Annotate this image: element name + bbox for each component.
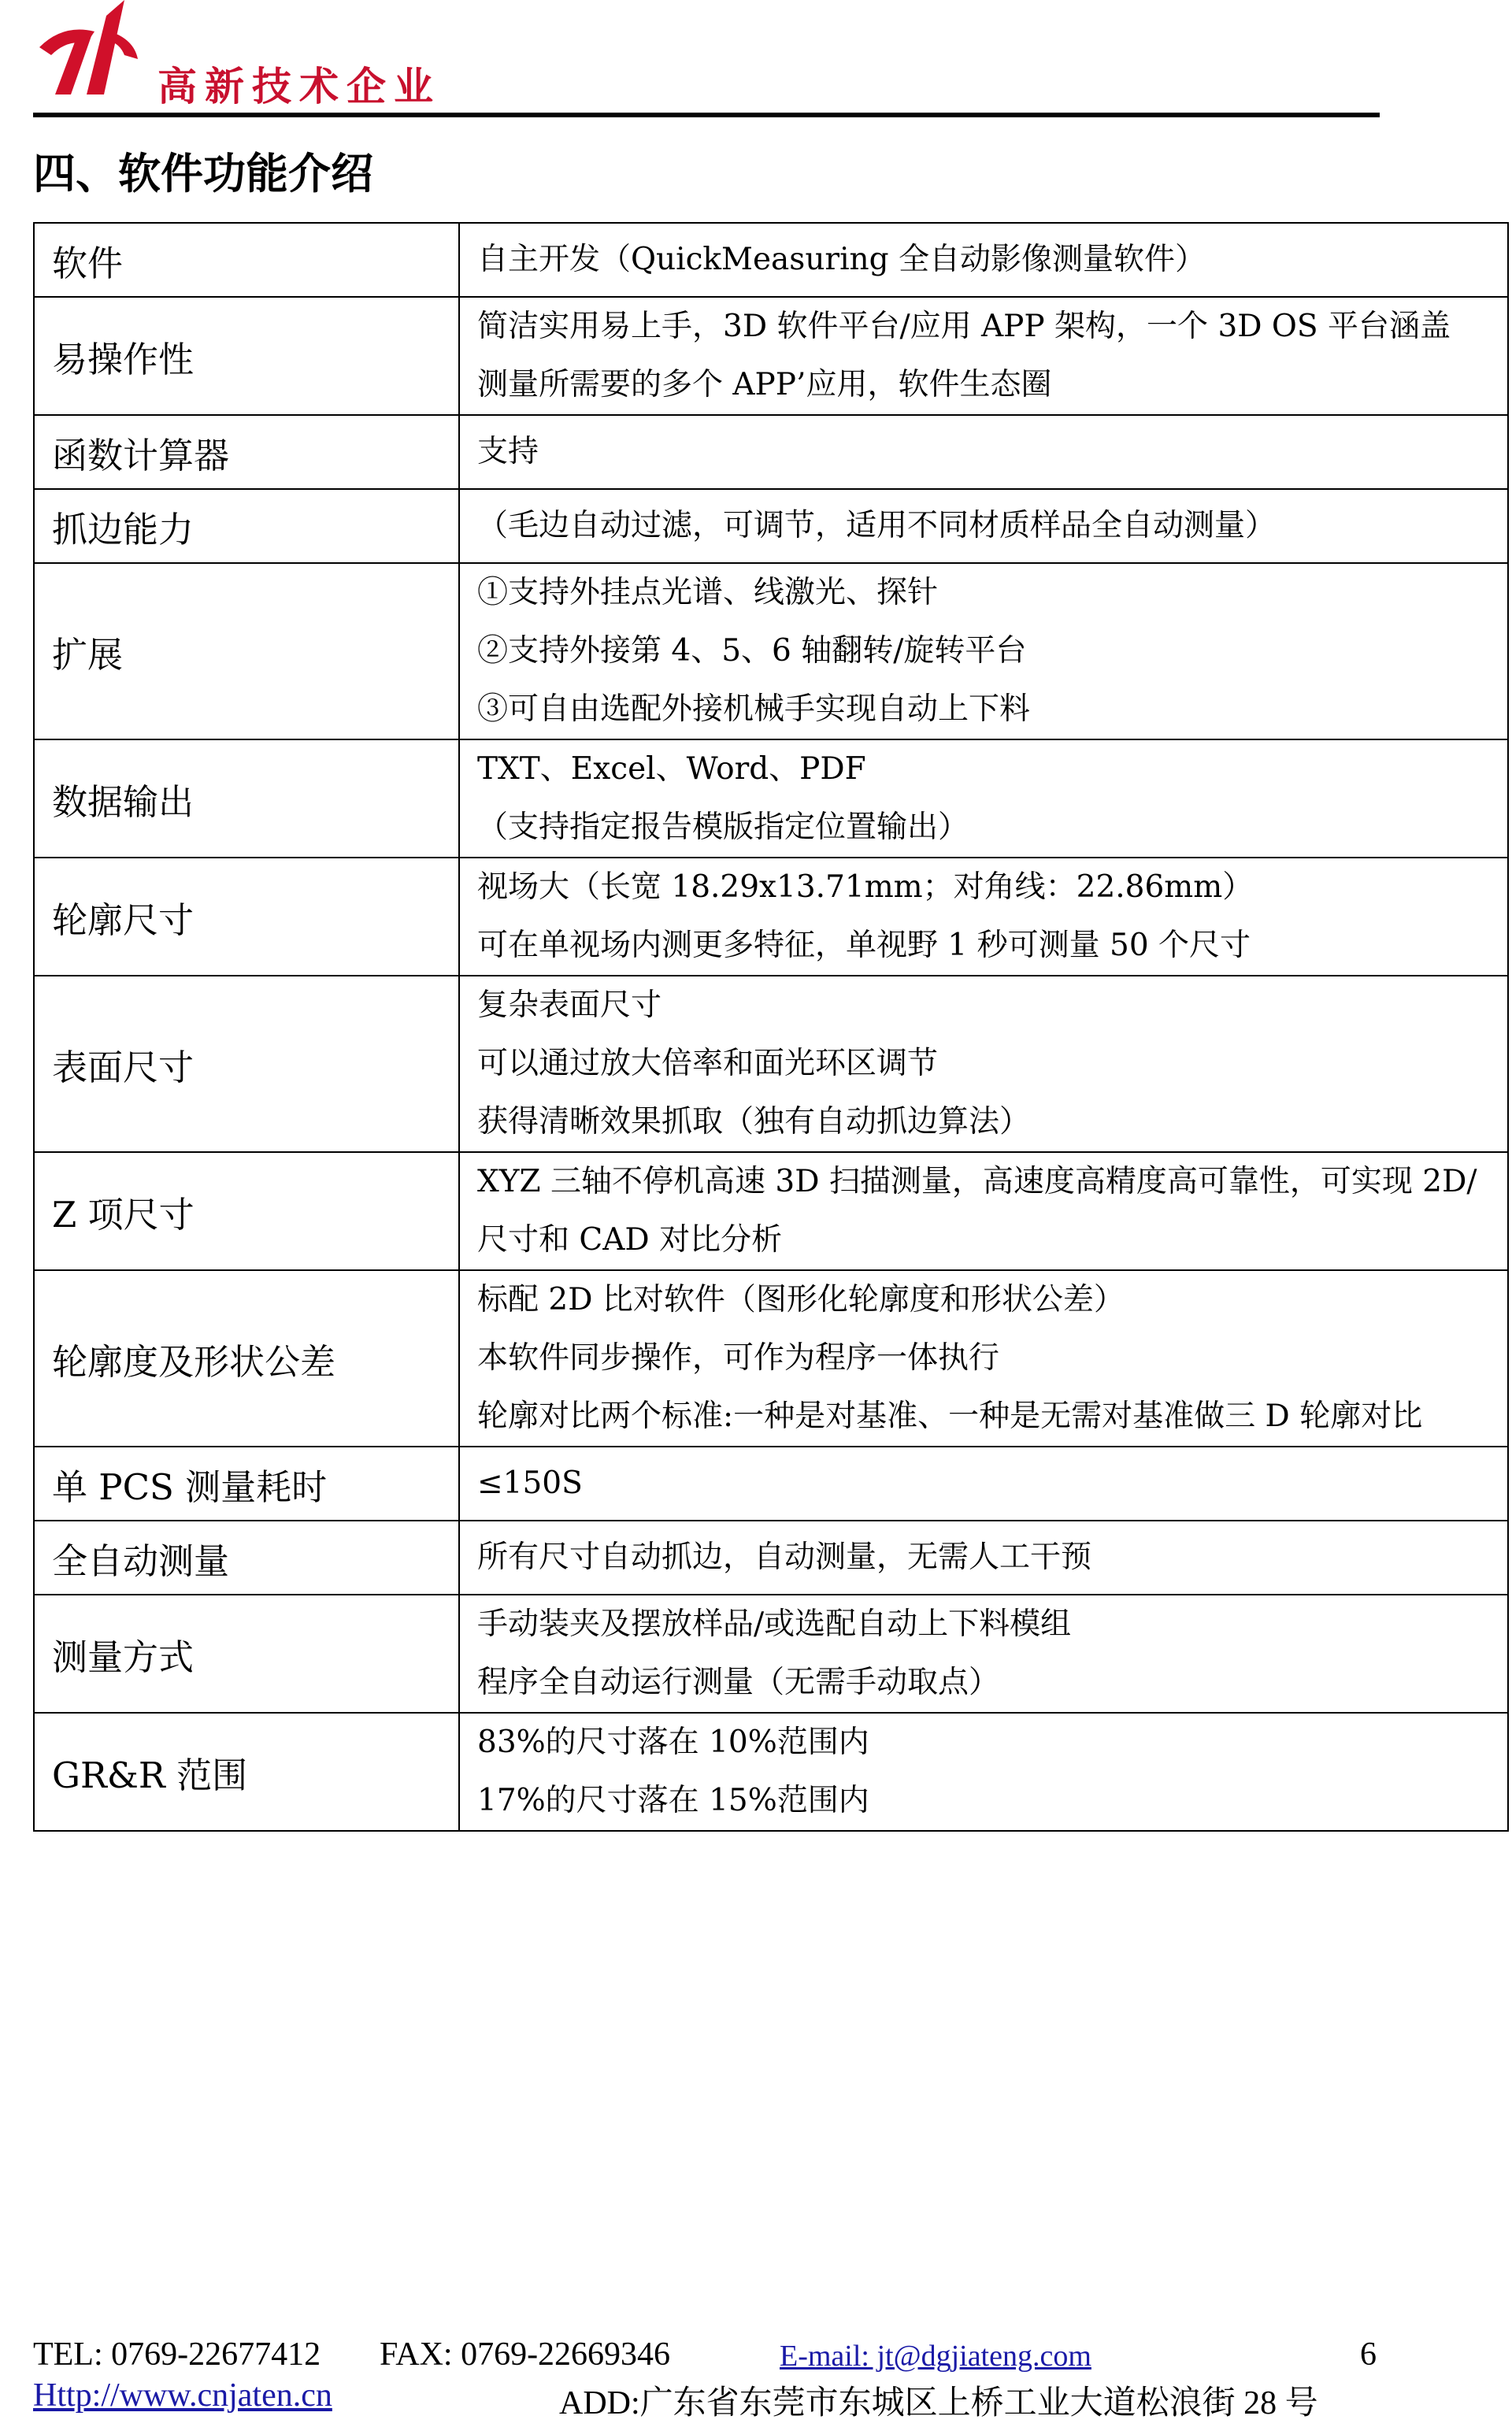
value-line: 简洁实用易上手，3D 软件平台/应用 APP 架构，一个 3D OS 平台涵盖: [477, 309, 1451, 344]
page-footer: [33, 2336, 1388, 2422]
row-value: [459, 563, 1508, 739]
footer-website-link[interactable]: Http://www.cnjaten.cn: [33, 2377, 332, 2414]
value-line: 17%的尺寸落在 15%范围内: [477, 1783, 869, 1818]
table-row: [34, 489, 1508, 563]
footer-tel: TEL: 0769-22677412: [33, 2336, 321, 2373]
row-label: 数据输出: [34, 739, 459, 858]
value-line: 视场大（长宽 18.29x13.71mm；对角线：22.86mm）: [477, 869, 1254, 905]
footer-email-link[interactable]: E-mail: jt@dgjiateng.com: [780, 2340, 1091, 2373]
row-label: 单 PCS 测量耗时: [34, 1447, 459, 1521]
table-row: [34, 297, 1508, 415]
table-row: [34, 1521, 1508, 1595]
value-line: 可在单视场内测更多特征，单视野 1 秒可测量 50 个尺寸: [477, 928, 1251, 963]
row-label: 易操作性: [34, 297, 459, 415]
page-header: [32, 0, 1378, 118]
row-value: [459, 1521, 1508, 1595]
row-value: [459, 1447, 1508, 1521]
row-value: [459, 297, 1508, 415]
footer-address: ADD:广东省东莞市东城区上桥工业大道松浪街 28 号: [559, 2385, 1318, 2421]
company-tagline: 高新技术企业: [158, 64, 441, 109]
row-label: 表面尺寸: [34, 976, 459, 1152]
row-label: GR&R 范围: [34, 1713, 459, 1831]
row-value: [459, 489, 1508, 563]
row-label: 抓边能力: [34, 489, 459, 563]
table-row: [34, 1713, 1508, 1831]
table-row: [34, 976, 1508, 1152]
row-value: [459, 223, 1508, 297]
row-value: [459, 1152, 1508, 1270]
company-logo-icon: [32, 0, 142, 110]
value-line: ①支持外挂点光谱、线激光、探针: [477, 575, 939, 610]
row-value: [459, 1713, 1508, 1831]
table-row: [34, 415, 1508, 489]
row-label: Z 项尺寸: [34, 1152, 459, 1270]
row-label: 全自动测量: [34, 1521, 459, 1595]
row-value: [459, 976, 1508, 1152]
table-row: [34, 223, 1508, 297]
row-label: 轮廓度及形状公差: [34, 1270, 459, 1447]
table-row: [34, 1447, 1508, 1521]
table-row: [34, 858, 1508, 976]
table-row: [34, 1152, 1508, 1270]
row-label: 扩展: [34, 563, 459, 739]
value-line: 83%的尺寸落在 10%范围内: [477, 1725, 869, 1760]
value-line: 本软件同步操作，可作为程序一体执行: [477, 1340, 1000, 1376]
table-row: [34, 1595, 1508, 1713]
row-label: 软件: [34, 223, 459, 297]
value-line: XYZ 三轴不停机高速 3D 扫描测量，高速度高精度高可靠性，可实现 2D/: [477, 1164, 1477, 1199]
value-line: 轮廓对比两个标准:一种是对基准、一种是无需对基准做三 D 轮廓对比: [477, 1399, 1423, 1434]
row-label: 函数计算器: [34, 415, 459, 489]
row-value: [459, 739, 1508, 858]
value-line: 获得清晰效果抓取（独有自动抓边算法）: [477, 1104, 1031, 1139]
row-value: [459, 415, 1508, 489]
spec-table: [33, 222, 1509, 1832]
value-line: 自主开发（QuickMeasuring 全自动影像测量软件）: [477, 242, 1206, 277]
page-number: 6: [1360, 2336, 1377, 2373]
value-line: 尺寸和 CAD 对比分析: [477, 1222, 783, 1258]
value-line: （毛边自动过滤，可调节，适用不同材质样品全自动测量）: [477, 508, 1277, 543]
value-line: 手动装夹及摆放样品/或选配自动上下料模组: [477, 1606, 1072, 1642]
row-value: [459, 1270, 1508, 1447]
value-line: ≤150S: [477, 1465, 583, 1501]
value-line: TXT、Excel、Word、PDF: [477, 751, 866, 787]
row-label: 测量方式: [34, 1595, 459, 1713]
row-label: 轮廓尺寸: [34, 858, 459, 976]
value-line: 复杂表面尺寸: [477, 987, 662, 1023]
table-row: [34, 739, 1508, 858]
value-line: 可以通过放大倍率和面光环区调节: [477, 1046, 939, 1081]
table-row: [34, 1270, 1508, 1447]
value-line: ②支持外接第 4、5、6 轴翻转/旋转平台: [477, 633, 1027, 669]
footer-fax: FAX: 0769-22669346: [380, 2336, 671, 2373]
table-row: [34, 563, 1508, 739]
row-value: [459, 1595, 1508, 1713]
value-line: 所有尺寸自动抓边，自动测量，无需人工干预: [477, 1540, 1092, 1575]
value-line: 程序全自动运行测量（无需手动取点）: [477, 1665, 1000, 1700]
value-line: 测量所需要的多个 APP’应用，软件生态圈: [477, 367, 1052, 402]
section-title: 四、软件功能介绍: [33, 149, 373, 198]
row-value: [459, 858, 1508, 976]
value-line: 标配 2D 比对软件（图形化轮廓度和形状公差）: [477, 1282, 1125, 1317]
header-rule: [33, 113, 1380, 117]
value-line: 支持: [477, 434, 539, 469]
value-line: （支持指定报告模版指定位置输出）: [477, 810, 969, 845]
value-line: ③可自由选配外接机械手实现自动上下料: [477, 691, 1031, 727]
